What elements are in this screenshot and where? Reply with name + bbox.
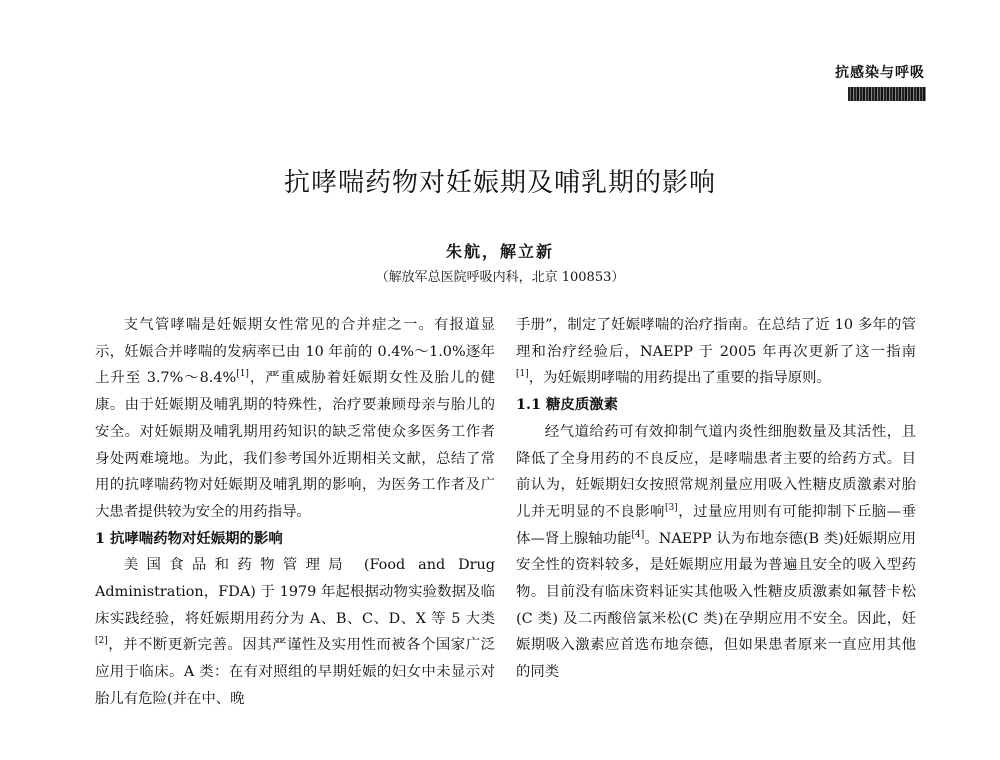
citation-ref: [3] [664, 503, 678, 514]
citation-ref: [1] [516, 369, 529, 380]
article-affiliation: （解放军总医院呼吸内科，北京 100853） [375, 270, 625, 285]
continued-paragraph: 手册”，制定了妊娠哮喘的治疗指南。在总结了近 10 多年的管理和治疗经验后，NAEPP 于 2005 年再次更新了这一指南[1]，为妊娠期哮喘的用药提出了重要的指导原则。 [516, 317, 916, 387]
section-decoration-bar [848, 87, 926, 101]
article-title: 抗哮喘药物对妊娠期及哺乳期的影响 [283, 168, 716, 198]
subsection-heading: 1.1 糖皮质激素 [516, 396, 618, 414]
intro-paragraph: 支气管哮喘是妊娠期女性常见的合并症之一。有报道显示，妊娠合并哮喘的发病率已由 10 年前的 0.4%～1.0%逐年上升至 3.7%～8.4%[1]，严重威胁着妊娠期女性及胎儿的健康。由于妊娠期及哺乳期的特殊性，治疗要兼顾母亲与胎儿的安全。对妊娠期及哺乳期用药知识的缺乏常使众多医务工作者身处两难境地。为此，我们参考国外近期相关文献，总结了常用的抗哮喘药物对妊娠期及哺乳期的影响，为医务工作者及广大患者提供较为安全的用药指导。 [95, 317, 495, 520]
fda-paragraph: 美国食品和药物管理局 (Food and Drug Administration，FDA) 于 1979 年起根据动物实验数据及临床实践经验，将妊娠期用药分为 A、B、C、D、X 等 5 大类[2]，并不断更新完善。因其严谨性及实用性而被各个国家广泛应用于临床。A 类：在有对照组的早期妊娠的妇女中未显示对胎儿有危险(并在中、晚 [95, 557, 495, 707]
citation-ref: [4] [631, 529, 645, 540]
citation-ref: [1] [236, 369, 249, 380]
left-column [95, 312, 495, 707]
citation-ref: [2] [95, 636, 108, 647]
article-authors: 朱航，解立新 [445, 242, 554, 261]
section-heading: 1 抗哮喘药物对妊娠期的影响 [95, 529, 283, 547]
journal-section-label: 抗感染与呼吸 [835, 65, 925, 81]
glucocorticoid-paragraph: 经气道给药可有效抑制气道内炎性细胞数量及其活性，且降低了全身用药的不良反应，是哮喘患者主要的给药方式。目前认为，妊娠期妇女按照常规剂量应用吸入性糖皮质激素对胎儿并无明显的不良影响[3]，过量应用则有可能抑制下丘脑—垂体—肾上腺轴功能[4]。NAEPP 认为布地奈德(B 类)妊娠期应用安全性的资料较多，是妊娠期应用最为普遍且安全的吸入型药物。目前没有临床资料证实其他吸入性糖皮质激素如氟替卡松 (C 类) 及二丙酸倍氯米松(C 类)在孕期应用不安全。因此，妊娠期吸入激素应首选布地奈德，但如果患者原来一直应用其他的同类 [516, 423, 916, 681]
right-column [516, 312, 916, 686]
